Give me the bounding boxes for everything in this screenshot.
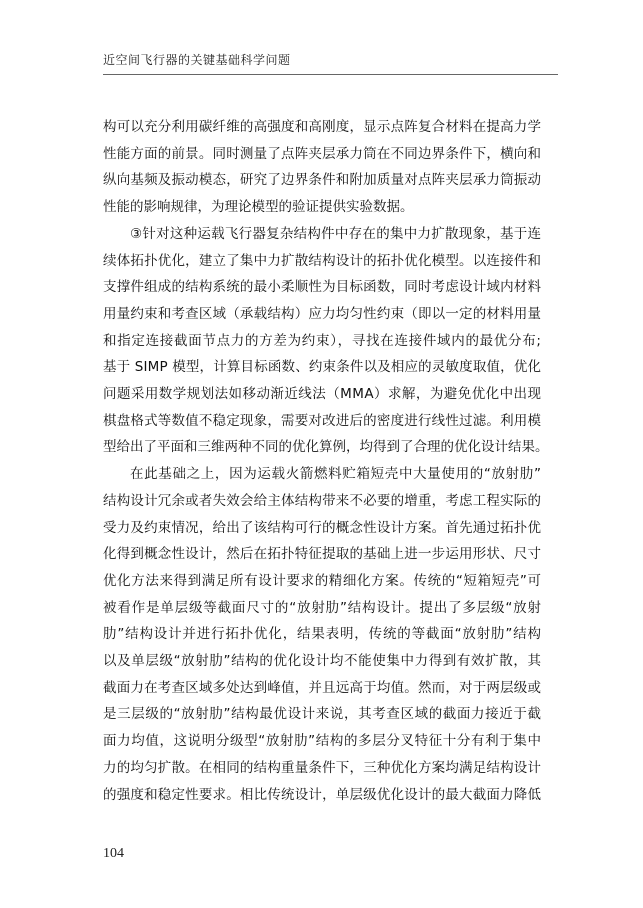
text-line: 棋盘格式等数值不稳定现象，需要对改进后的密度进行线性过滤。利用模 xyxy=(103,412,542,429)
text-line: 在此基础之上，因为运载火箭燃料贮箱短壳中大量使用的“放射肋” xyxy=(130,466,542,483)
text-line: 问题采用数学规划法如移动渐近线法（MMA）求解，为避免优化中出现 xyxy=(103,386,542,402)
text-line: 以及单层级“放射肋”结构的优化设计均不能使集中力得到有效扩散，其 xyxy=(103,653,542,669)
text-line: 肋”结构设计并进行拓扑优化，结果表明，传统的等截面“放射肋”结构 xyxy=(103,626,542,643)
text-line: 优化方法来得到满足所有设计要求的精细化方案。传统的“短箱短壳”可 xyxy=(103,572,542,589)
text-line: 面力均值，这说明分级型“放射肋”结构的多层分叉特征十分有利于集中 xyxy=(103,733,542,750)
text-line: 性能的影响规律，为理论模型的验证提供实验数据。 xyxy=(103,199,414,216)
text-line: 结构设计冗余或者失效会给主体结构带来不必要的增重，考虑工程实际的 xyxy=(103,492,542,509)
text-line: 截面力在考查区域多处达到峰值，并且远高于均值。然而，对于两层级或 xyxy=(103,679,542,696)
page-number: 104 xyxy=(103,846,124,861)
text-line: 支撑件组成的结构系统的最小柔顺性为目标函数，同时考虑设计域内材料 xyxy=(103,279,542,296)
running-head: 近空间飞行器的关键基础科学问题 xyxy=(103,53,291,67)
text-line: 力的均匀扩散。在相同的结构重量条件下，三种优化方案均满足结构设计 xyxy=(103,759,542,776)
text-line: 被看作是单层级等截面尺寸的“放射肋”结构设计。提出了多层级“放射 xyxy=(103,599,542,616)
text-line: 是三层级的“放射肋”结构最优设计来说，其考查区域的截面力接近于截 xyxy=(103,706,542,723)
text-line: 基于 SIMP 模型，计算目标函数、约束条件以及相应的灵敏度取值，优化 xyxy=(103,359,542,376)
text-line: 受力及约束情况，给出了该结构可行的概念性设计方案。首先通过拓扑优 xyxy=(103,519,542,536)
text-line: 和指定连接截面节点力的方差为约束），寻找在连接件域内的最优分布; xyxy=(103,332,542,349)
text-line: 性能方面的前景。同时测量了点阵夹层承力筒在不同边界条件下，横向和 xyxy=(103,145,542,162)
text-line: ③针对这种运载飞行器复杂结构件中存在的集中力扩散现象，基于连 xyxy=(130,225,542,242)
header-rule xyxy=(103,74,558,75)
text-line: 化得到概念性设计，然后在拓扑特征提取的基础上进一步运用形状、尺寸 xyxy=(103,546,542,563)
text-line: 用量约束和考查区域（承载结构）应力均匀性约束（即以一定的材料用量 xyxy=(103,305,542,322)
text-line: 续体拓扑优化，建立了集中力扩散结构设计的拓扑优化模型。以连接件和 xyxy=(103,252,542,269)
text-line: 构可以充分利用碳纤维的高强度和高刚度，显示点阵复合材料在提高力学 xyxy=(103,119,542,135)
text-line: 型给出了平面和三维两种不同的优化算例，均得到了合理的优化设计结果。 xyxy=(103,439,549,456)
text-line: 的强度和稳定性要求。相比传统设计，单层级优化设计的最大截面力降低 xyxy=(103,786,542,803)
text-line: 纵向基频及振动模态，研究了边界条件和附加质量对点阵夹层承力筒振动 xyxy=(103,172,542,189)
